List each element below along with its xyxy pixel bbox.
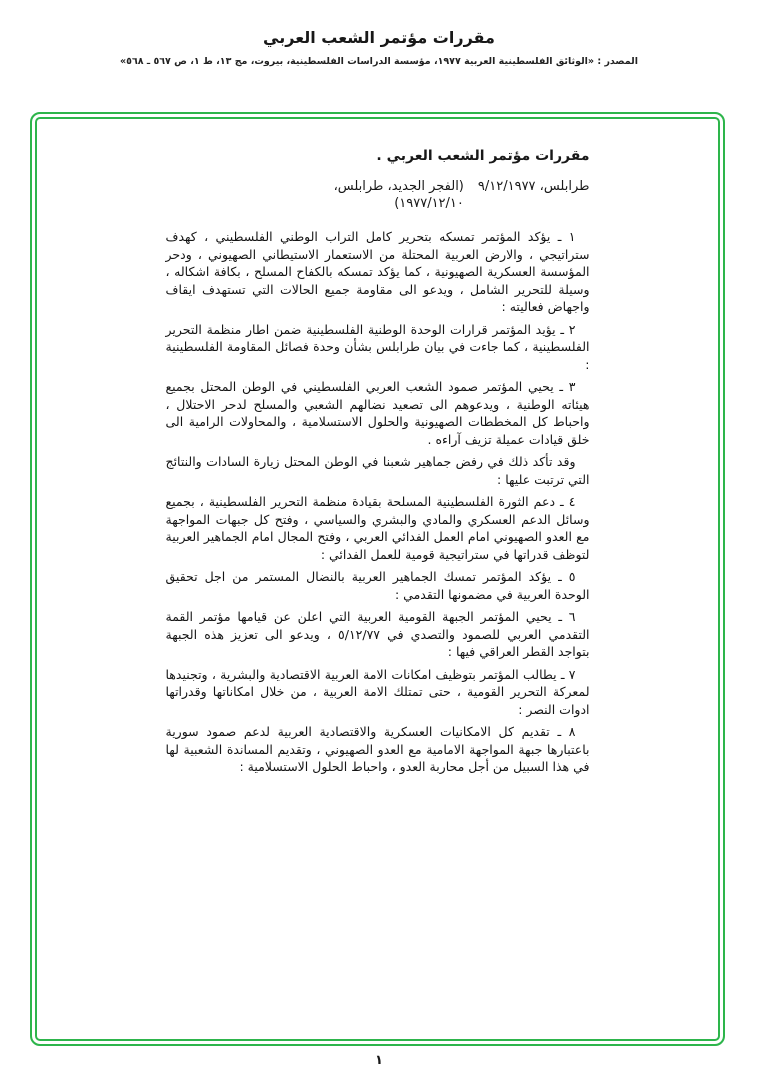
document-paragraph: ٤ ـ دعم الثورة الفلسطينية المسلحة بقيادة منظمة التحرير الفلسطينية ، بجميع وسائل الدعم العسكري والمادي والبشري والسياسي ، وفتح كل جبهات المواجهة مع العدو الصهيوني امام العمل الفدائي العربي ، وفتح المجال امام الجماهير العربية لتوظف قدراتها في ستراتيجية قومية للعمل الفدائي :	[165, 494, 590, 562]
document-paragraph: ٦ ـ يحيي المؤتمر الجبهة القومية العربية التي اعلن عن قيامها مؤتمر القمة التقدمي العربي للصمود والتصدي في ٥/١٢/٧٧ ، ويدعو الى تعزيز هذه الجبهة بتواجد القطر العراقي فيها :	[165, 609, 590, 659]
dateline-place-date: طرابلس، ٩/١٢/١٩٧٧	[477, 179, 590, 194]
document-paragraph: وقد تأكد ذلك في رفض جماهير شعبنا في الوطن المحتل زيارة السادات والنتائج التي ترتبت عليها :	[165, 454, 590, 487]
document-paragraph: ٨ ـ تقديم كل الامكانيات العسكرية والاقتصادية العربية لدعم صمود سورية باعتبارها جبهة المواجهة الامامية مع العدو الصهيوني ، وتقديم المساندة الشعبية لها في هذا السبيل من أجل محاربة العدو ، واحباط الحلول الاستسلامية :	[165, 724, 590, 774]
source-citation: المصدر : «الوثائق الفلسطينية العربية ١٩٧٧، مؤسسة الدراسات الفلسطينية، بيروت، مج ١٣، ط ١، ص ٥٦٧ ـ ٥٦٨»	[120, 56, 638, 67]
page-number: ١	[375, 1053, 383, 1068]
document-paragraph: ٣ ـ يحيي المؤتمر صمود الشعب العربي الفلسطيني في الوطن المحتل بجميع هيئاته الوطنية ، ويدعوهم الى تصعيد نضالهم الشعبي والمسلح لدحر الاحتلال ، واحباط كل المخططات الصهيونية والحلول الاستسلامية ، والمحاولات الرامية الى خلق قيادات عميلة تزيف آراءه .	[165, 379, 590, 447]
page-title: مقررات مؤتمر الشعب العربي	[263, 28, 495, 47]
document-paragraph: ١ ـ يؤكد المؤتمر تمسكه بتحرير كامل التراب الوطني الفلسطيني ، كهدف ستراتيجي ، والارض العربية المحتلة من الاستعمار الاستيطاني الصهيوني ، ودحر المؤسسة العسكرية الصهيونية ، كما يؤكد تمسكه بالكفاح المسلح ، بكافة اشكاله ، وسيلة للتحرير الشامل ، ويدعو الى مقاومة جميع الحالات التي تستهدف ايقاف واجهاض فعاليته :	[165, 229, 590, 314]
paragraph-list	[166, 228, 590, 776]
dateline	[166, 178, 590, 212]
document-frame	[30, 112, 725, 1046]
document-content	[166, 148, 590, 776]
dateline-newspaper-citation: (الفجر الجديد، طرابلس، ١٩٧٧/١٢/١٠)	[333, 179, 464, 211]
document-paragraph: ٧ ـ يطالب المؤتمر بتوظيف امكانات الامة العربية الاقتصادية والبشرية ، وتجنيدها لمعركة التحرير القومية ، حتى تمتلك الامة العربية ، من خلال امكاناتها وقدراتها ادوات النصر :	[165, 666, 590, 717]
document-paragraph: ٥ ـ يؤكد المؤتمر تمسك الجماهير العربية بالنضال المستمر من اجل تحقيق الوحدة العربية في مضمونها التقدمي :	[165, 569, 590, 602]
document-paragraph: ٢ ـ يؤيد المؤتمر قرارات الوحدة الوطنية الفلسطينية ضمن اطار منظمة التحرير الفلسطينية ، كما جاءت في بيان طرابلس بشأن وحدة فصائل المقاومة الفلسطينية :	[165, 321, 590, 372]
document-title: مقررات مؤتمر الشعب العربي .	[376, 148, 590, 164]
